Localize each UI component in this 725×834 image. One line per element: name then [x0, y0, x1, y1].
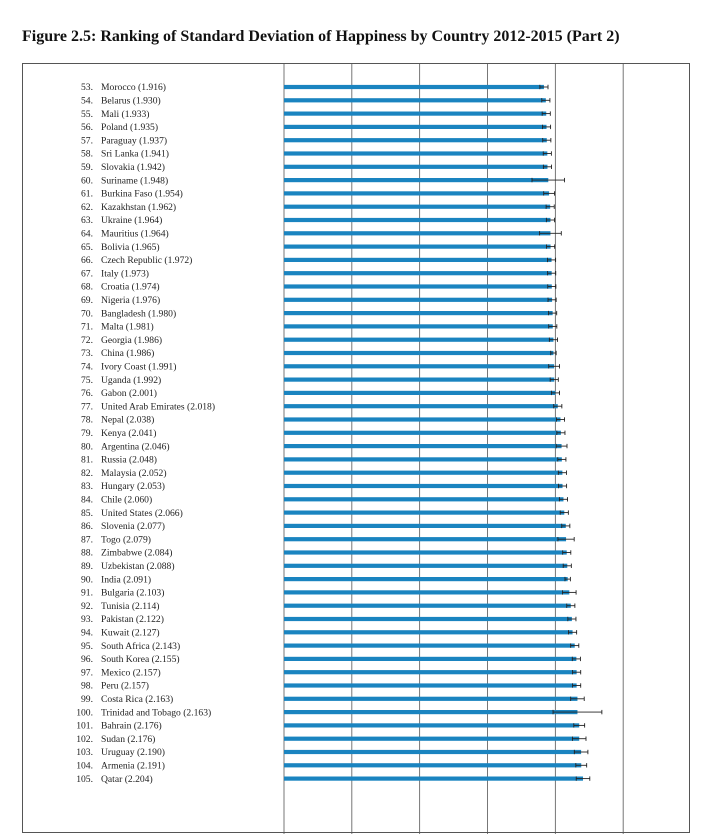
bar — [284, 98, 546, 102]
bar — [284, 564, 567, 568]
bar — [284, 298, 552, 302]
rank-label: 57. — [81, 135, 93, 147]
rank-label: 71. — [81, 321, 93, 333]
bars — [284, 85, 602, 781]
category-label: Nigeria (1.976) — [101, 295, 161, 306]
category-label: Morocco (1.916) — [101, 82, 167, 94]
bar — [284, 218, 550, 222]
rank-label: 98. — [81, 680, 93, 692]
bar — [284, 710, 577, 714]
rank-label: 69. — [81, 295, 93, 306]
rank-label: 75. — [81, 374, 93, 386]
bar — [284, 284, 552, 288]
category-label: Gabon (2.001) — [101, 388, 157, 400]
rank-label: 96. — [81, 654, 93, 666]
bar — [284, 683, 577, 687]
bar — [284, 378, 554, 382]
bar — [284, 417, 560, 421]
rank-label: 99. — [81, 694, 93, 705]
bar — [284, 271, 552, 275]
rank-label: 94. — [81, 627, 93, 639]
rank-label: 89. — [81, 561, 93, 572]
category-label: Slovakia (1.942) — [101, 162, 165, 173]
category-label: Togo (2.079) — [101, 534, 151, 546]
category-label: Mauritius (1.964) — [101, 228, 169, 240]
category-label: Nepal (2.038) — [101, 414, 155, 426]
rank-label: 90. — [81, 574, 93, 586]
category-labels — [76, 82, 215, 785]
rank-label: 81. — [81, 454, 93, 466]
category-label: Peru (2.157) — [101, 680, 149, 692]
category-label: Russia (2.048) — [101, 454, 157, 466]
bar — [284, 311, 553, 315]
rank-label: 74. — [81, 361, 93, 373]
rank-label: 83. — [81, 481, 93, 493]
category-label: Costa Rica (2.163) — [101, 694, 174, 705]
rank-label: 95. — [81, 640, 93, 652]
rank-label: 91. — [81, 587, 93, 599]
category-label: Kenya (2.041) — [101, 428, 157, 439]
bar — [284, 630, 573, 634]
bar — [284, 697, 577, 701]
category-label: Czech Republic (1.972) — [101, 255, 193, 267]
bar — [284, 125, 547, 129]
rank-label: 88. — [81, 547, 93, 559]
bar — [284, 577, 568, 581]
rank-label: 60. — [81, 175, 93, 187]
rank-label: 56. — [81, 122, 93, 134]
rank-label: 103. — [76, 747, 93, 759]
bar — [284, 324, 553, 328]
rank-label: 67. — [81, 268, 93, 280]
category-label: Bangladesh (1.980) — [101, 308, 177, 320]
bar — [284, 444, 562, 448]
bar — [284, 258, 552, 262]
bar — [284, 338, 553, 342]
bar — [284, 497, 563, 501]
category-label: Croatia (1.974) — [101, 281, 160, 293]
rank-label: 59. — [81, 162, 93, 173]
category-label: Bulgaria (2.103) — [101, 587, 165, 599]
bar — [284, 151, 547, 155]
bar — [284, 205, 550, 209]
bar — [284, 138, 547, 142]
bar — [284, 777, 583, 781]
bar — [284, 231, 550, 235]
category-label: Georgia (1.986) — [101, 334, 163, 346]
bar — [284, 191, 549, 195]
bar — [284, 511, 564, 515]
rank-label: 100. — [76, 707, 93, 719]
rank-label: 55. — [81, 108, 93, 120]
rank-label: 104. — [76, 760, 93, 772]
bar — [284, 391, 555, 395]
category-label: Slovenia (2.077) — [101, 521, 165, 533]
category-label: Zimbabwe (2.084) — [101, 547, 173, 559]
bar — [284, 737, 579, 741]
category-label: Italy (1.973) — [101, 268, 149, 280]
rank-label: 73. — [81, 348, 93, 360]
bar — [284, 471, 562, 475]
rank-label: 86. — [81, 521, 93, 533]
category-label: Suriname (1.948) — [101, 175, 169, 187]
rank-label: 58. — [81, 148, 93, 160]
bar — [284, 351, 553, 355]
category-label: South Korea (2.155) — [101, 654, 180, 666]
category-label: Uganda (1.992) — [101, 374, 162, 386]
category-label: Qatar (2.204) — [101, 773, 153, 785]
category-label: United Arab Emirates (2.018) — [101, 401, 216, 413]
bar — [284, 763, 581, 767]
rank-label: 64. — [81, 228, 93, 240]
rank-label: 79. — [81, 428, 93, 439]
rank-label: 105. — [76, 773, 93, 785]
rank-label: 62. — [81, 201, 93, 213]
bar — [284, 112, 546, 116]
rank-label: 102. — [76, 733, 93, 745]
rank-label: 85. — [81, 507, 93, 519]
rank-label: 101. — [76, 720, 93, 732]
category-label: Kuwait (2.127) — [101, 627, 160, 639]
category-label: Malaysia (2.052) — [101, 467, 167, 479]
bar — [284, 617, 572, 621]
rank-label: 70. — [81, 308, 93, 320]
category-label: Uzbekistan (2.088) — [101, 561, 175, 572]
category-label: South Africa (2.143) — [101, 640, 181, 652]
rank-label: 63. — [81, 215, 93, 227]
bar — [284, 750, 581, 754]
rank-label: 77. — [81, 401, 93, 413]
category-label: Hungary (2.053) — [101, 481, 165, 493]
rank-label: 72. — [81, 334, 93, 346]
category-label: Kazakhstan (1.962) — [101, 201, 177, 213]
rank-label: 97. — [81, 667, 93, 679]
rank-label: 76. — [81, 388, 93, 400]
bar — [284, 657, 576, 661]
bar — [284, 644, 575, 648]
rank-label: 80. — [81, 441, 93, 453]
bar — [284, 364, 554, 368]
rank-label: 66. — [81, 255, 93, 267]
bar — [284, 165, 547, 169]
category-label: Bolivia (1.965) — [101, 241, 160, 253]
rank-label: 68. — [81, 281, 93, 293]
category-label: Pakistan (2.122) — [101, 614, 164, 626]
bar — [284, 537, 566, 541]
bar — [284, 604, 571, 608]
bar — [284, 404, 558, 408]
category-label: Mexico (2.157) — [101, 667, 161, 679]
rank-label: 61. — [81, 188, 93, 200]
category-label: Burkina Faso (1.954) — [101, 188, 183, 200]
category-label: Chile (2.060) — [101, 494, 153, 506]
category-label: Ivory Coast (1.991) — [101, 361, 177, 373]
category-label: Uruguay (2.190) — [101, 747, 165, 759]
rank-label: 53. — [81, 82, 93, 94]
rank-label: 87. — [81, 534, 93, 546]
bar — [284, 670, 577, 674]
rank-label: 65. — [81, 241, 93, 253]
category-label: Armenia (2.191) — [101, 760, 165, 772]
bar — [284, 431, 561, 435]
chart-plot — [23, 64, 691, 834]
bar — [284, 524, 566, 528]
category-label: Sri Lanka (1.941) — [101, 148, 169, 160]
bar — [284, 723, 579, 727]
bar — [284, 457, 562, 461]
rank-label: 54. — [81, 95, 93, 107]
rank-label: 93. — [81, 614, 93, 626]
chart-frame — [22, 63, 690, 833]
category-label: Sudan (2.176) — [101, 733, 156, 745]
bar — [284, 178, 548, 182]
category-label: Argentina (2.046) — [101, 441, 170, 453]
bar — [284, 484, 563, 488]
bar — [284, 590, 569, 594]
rank-label: 84. — [81, 494, 93, 506]
bar — [284, 85, 544, 89]
category-label: Malta (1.981) — [101, 321, 154, 333]
category-label: Belarus (1.930) — [101, 95, 161, 107]
rank-label: 92. — [81, 600, 93, 612]
category-label: Bahrain (2.176) — [101, 720, 162, 732]
bar — [284, 245, 551, 249]
bar — [284, 550, 567, 554]
category-label: Trinidad and Tobago (2.163) — [101, 707, 212, 719]
category-label: Poland (1.935) — [101, 122, 159, 134]
rank-label: 82. — [81, 467, 93, 479]
category-label: United States (2.066) — [101, 507, 183, 519]
category-label: China (1.986) — [101, 348, 155, 360]
rank-label: 78. — [81, 414, 93, 426]
chart-title: Figure 2.5: Ranking of Standard Deviation of Happiness by Country 2012-2015 (Part 2) — [22, 28, 620, 45]
category-label: Paraguay (1.937) — [101, 135, 168, 147]
category-label: Mali (1.933) — [101, 108, 150, 120]
category-label: Ukraine (1.964) — [101, 215, 163, 227]
category-label: India (2.091) — [101, 574, 152, 586]
category-label: Tunisia (2.114) — [101, 600, 160, 612]
